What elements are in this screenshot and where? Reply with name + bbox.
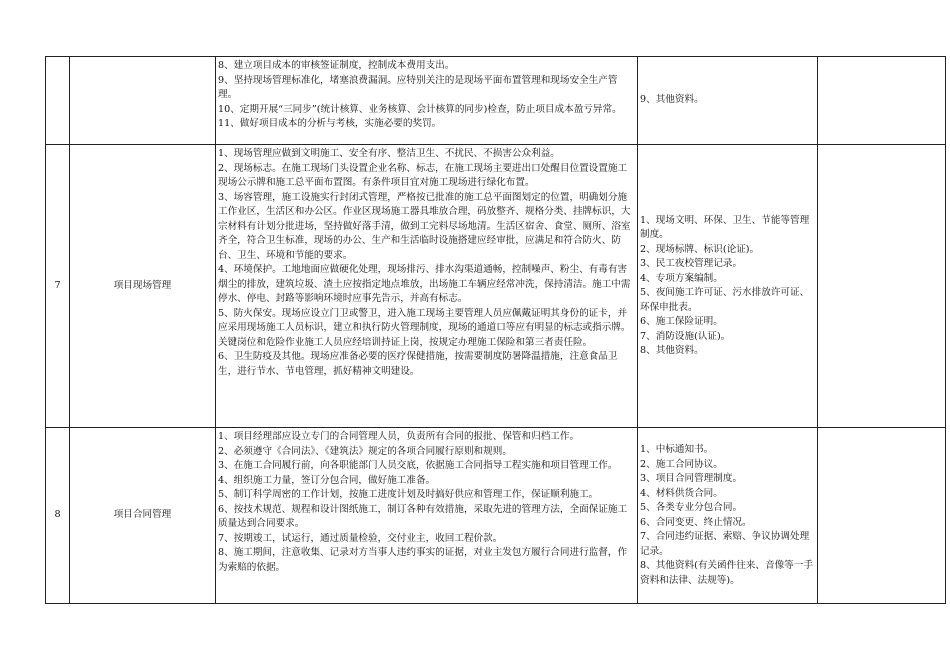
content-line: 10、定期开展“三同步”(统计核算、业务核算、会计核算的同步)检查，防止项目成本盈亏异常。	[218, 103, 622, 115]
doc-line: 1、中标通知书。	[640, 444, 714, 455]
content-line: 11、做好项目成本的分析与考核，实施必要的奖罚。	[218, 118, 442, 129]
content-line: 5、制订科学周密的工作计划，按施工进度计划及时搞好供应和管理工作，保证顺利施工。	[218, 489, 599, 500]
doc-line: 9、其他资料。	[640, 94, 704, 106]
content-line: 8、施工期间，注意收集、记录对方当事人违约事实的证据，对业主发包方履行合同进行监督，作为索赔的依据。	[218, 547, 628, 573]
content-cell	[216, 145, 638, 428]
document-page	[45, 56, 946, 604]
content-line: 8、建立项目成本的审核签证制度，控制成本费用支出。	[218, 60, 455, 71]
content-line: 2、现场标志。在施工现场门头设置企业名称、标志，在施工现场主要进出口处醒目位置设置施工现场公示牌和施工总平面布置图。有条件项目宜对施工现场进行绿化布置。	[218, 162, 628, 188]
content-cell	[216, 428, 638, 604]
doc-line: 6、施工保险证明。	[640, 316, 723, 327]
content-line: 3、场容管理，施工设施实行封闭式管理，严格按已批准的施工总平面图划定的位置，明确划分施工作业区，生活区和办公区。作业区现场施工器具堆放合理，码放整齐、规格分类、挂牌标识，大宗材料有计划分批进场，坚持做好落手清，做到工完料尽场地清。生活区宿舍、食堂、厕所、浴室齐全，符合卫生标准，现场的办公、生产和生活临时设施搭建应经审批，应满足和符合防火、防台、卫生、环境和节能的要求。	[218, 191, 631, 261]
doc-line: 3、项目合同管理制度。	[640, 473, 743, 484]
content-line: 4、环境保护。工地地面应做硬化处理，现场排污、排水沟渠道通畅，控制噪声、粉尘、有毒有害烟尘的排放，建筑垃圾、渣土应按指定地点堆放，出场施工车辆应经常冲洗，保持清洁。施工中需停水、停电、封路等影响环境时应事先告示，并高有标志。	[218, 264, 631, 304]
doc-line: 4、材料供货合同。	[640, 487, 723, 499]
item-name: 项目现场管理	[70, 145, 216, 428]
remark-cell	[818, 145, 946, 428]
doc-line: 8、其他资料(有关函件往来、音像等一手资料和法律、法规等)。	[640, 560, 813, 586]
doc-line: 7、合同违约证据、索赔、争议协调处理记录。	[640, 531, 810, 557]
row-number: 8	[46, 428, 70, 604]
doc-line: 5、夜间施工许可证、污水排放许可证、环保申批表。	[640, 287, 810, 313]
table-row	[46, 57, 946, 145]
content-line: 7、按期竣工，试运行，通过质量检验，交付业主，收回工程价款。	[218, 532, 503, 544]
doc-line: 4、专项方案编制。	[640, 272, 723, 284]
table-row	[46, 145, 946, 428]
content-line: 6、卫生防疫及其他。现场应准备必要的医疗保健措施，按需要制度防暑降温措施，注意食品卫生，进行节水、节电管理，抓好精神文明建设。	[218, 351, 618, 377]
doc-line: 6、合同变更、终止情况。	[640, 516, 752, 528]
doc-line: 8、其他资料。	[640, 345, 704, 356]
content-line: 5、防火保安。现场应设立门卫或警卫，进入施工现场主要管理人员应佩戴证明其身份的证卡，并应采用现场施工人员标识，建立和执行防火管理制度，现场的通道口等应有明显的标志或指示牌。关键岗位和危险作业施工人员应经培训持证上岗，按规定办理施工保险和第三者责任险。	[218, 307, 631, 348]
row-number: 7	[46, 145, 70, 428]
doc-line: 3、民工夜校管理记录。	[640, 258, 743, 269]
doc-line: 1、现场文明、环保、卫生、节能等管理制度。	[640, 214, 810, 240]
row-number	[46, 57, 70, 145]
doc-line: 7、消防设施(认证)。	[640, 330, 731, 342]
content-line: 1、项目经理部应设立专门的合同管理人员，负责所有合同的报批、保管和归档工作。	[218, 431, 580, 442]
remark-cell	[818, 428, 946, 604]
item-name: 项目合同管理	[70, 428, 216, 604]
doc-line: 2、施工合同协议。	[640, 458, 723, 470]
content-cell	[216, 57, 638, 145]
item-name	[70, 57, 216, 145]
content-line: 6、按技术规范、规程和设计图纸施工，制订各种有效措施，采取先进的管理方法，全面保证施工质量达到合同要求。	[218, 503, 628, 529]
docs-cell	[638, 57, 818, 145]
content-line: 9、坚持现场管理标准化，堵塞浪费漏洞。应特别关注的是现场平面布置管理和现场安全生产管理。	[218, 74, 618, 100]
content-line: 3、在施工合同履行前，向各职能部门人员交底，依据施工合同指导工程实施和项目管理工作。	[218, 460, 618, 471]
docs-cell	[638, 428, 818, 604]
content-line: 4、组织施工力量，签订分包合同，做好施工准备。	[218, 474, 436, 486]
management-table	[45, 56, 946, 604]
docs-cell	[638, 145, 818, 428]
remark-cell	[818, 57, 946, 145]
content-line: 1、现场管理应做到文明施工、安全有序、整洁卫生、不扰民、不损害公众利益。	[218, 148, 560, 159]
doc-line: 2、现场标牌、标识(论证)。	[640, 243, 760, 255]
table-row	[46, 428, 946, 604]
content-line: 2、必须遵守《合同法》、《建筑法》规定的各项合同履行原则和规则。	[218, 445, 512, 457]
doc-line: 5、各类专业分包合同。	[640, 502, 743, 513]
